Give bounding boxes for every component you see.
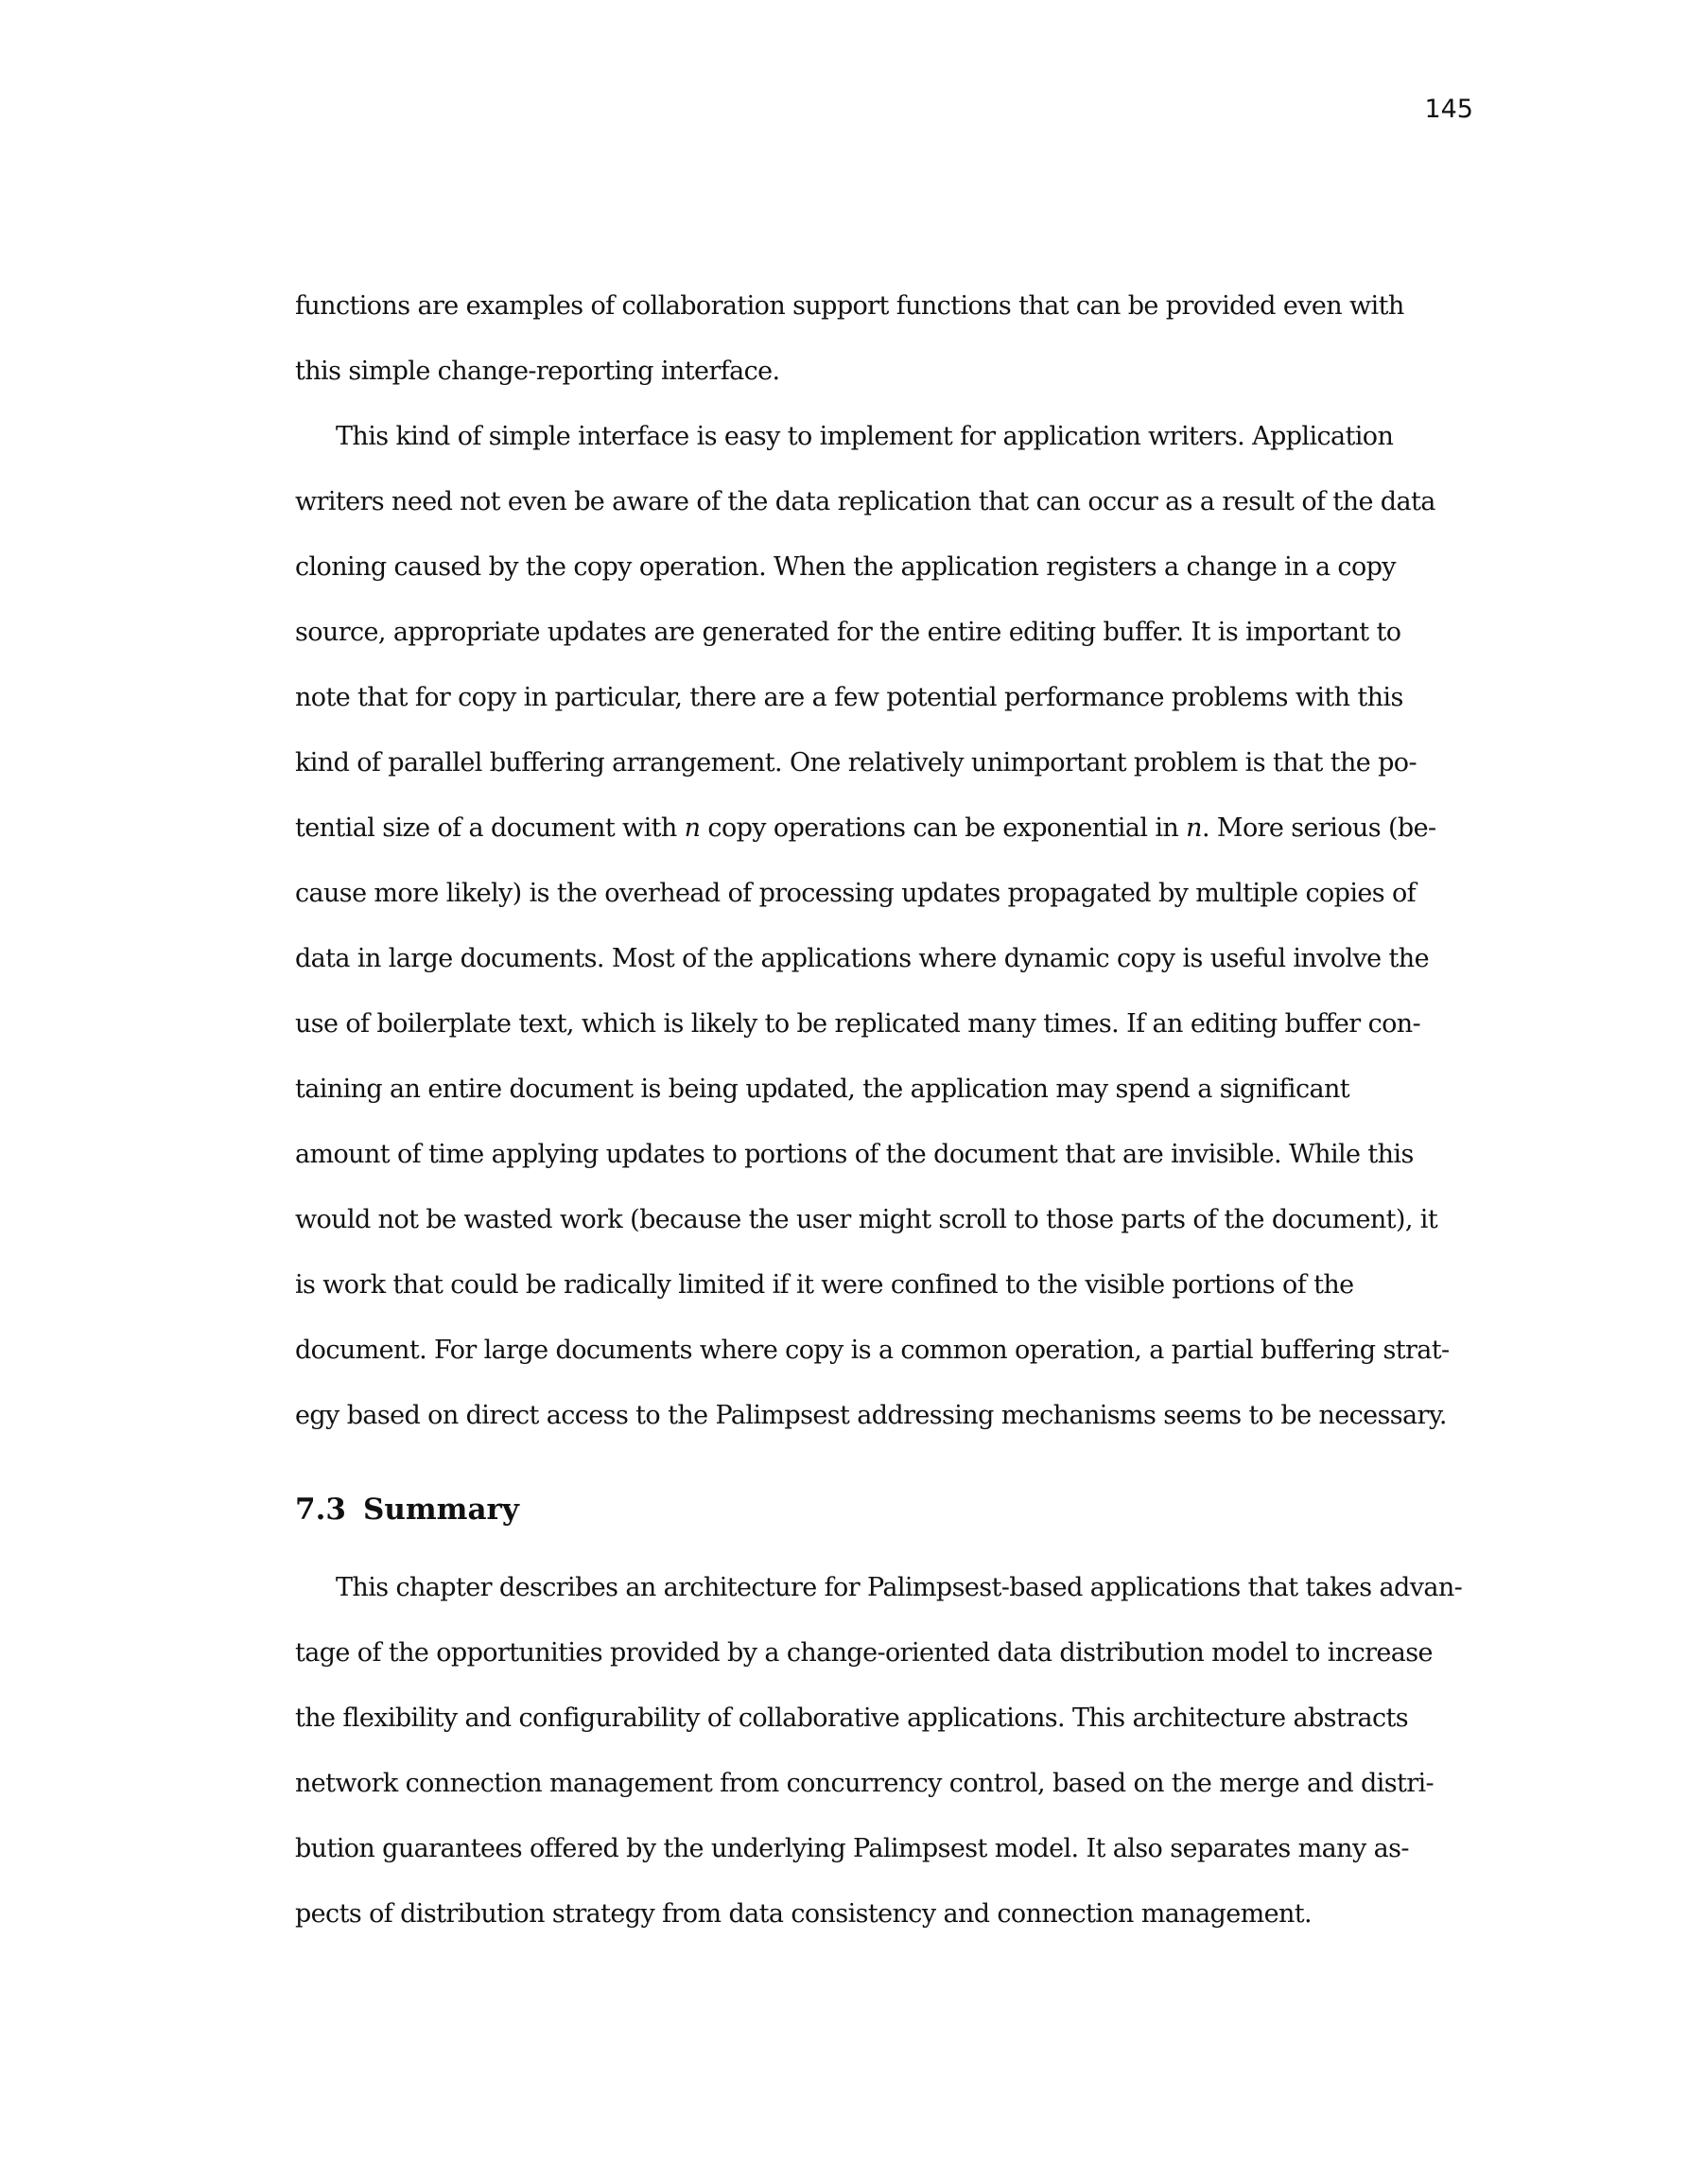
text-line: the flexibility and configurability of collaborative applications. This architecture abstracts (295, 1704, 1408, 1733)
text-line: note that for copy in particular, there are a few potential performance problems with this (295, 683, 1403, 712)
section-title: Summary (362, 1493, 519, 1527)
section-heading (295, 1493, 519, 1527)
text-segment: copy operations can be exponential in (700, 813, 1187, 843)
text-segment: tential size of a document with (295, 813, 685, 843)
text-line: bution guarantees offered by the underlying Palimpsest model. It also separates many as- (295, 1834, 1409, 1863)
text-line: taining an entire document is being updated, the application may spend a significant (295, 1075, 1350, 1104)
text-segment: . More serious (be- (1201, 813, 1436, 843)
text-line: tage of the opportunities provided by a change-oriented data distribution model to increase (295, 1638, 1433, 1668)
text-line: cause more likely) is the overhead of processing updates propagated by multiple copies of (295, 879, 1417, 908)
text-line: network connection management from concurrency control, based on the merge and distri- (295, 1769, 1435, 1798)
text-line: functions are examples of collaboration support functions that can be provided even with (295, 291, 1404, 321)
math-variable: n (1186, 813, 1202, 843)
text-line: egy based on direct access to the Palimpsest addressing mechanisms seems to be necessary. (295, 1401, 1447, 1430)
text-line: use of boilerplate text, which is likely to be replicated many times. If an editing buffer con- (295, 1009, 1421, 1039)
text-line: This kind of simple interface is easy to implement for application writers. Application (336, 422, 1394, 451)
text-line: pects of distribution strategy from data consistency and connection management. (295, 1899, 1313, 1929)
text-line: data in large documents. Most of the applications where dynamic copy is useful involve the (295, 944, 1429, 973)
text-line: This chapter describes an architecture for Palimpsest-based applications that takes advan- (336, 1573, 1463, 1602)
text-line: cloning caused by the copy operation. When the application registers a change in a copy (295, 552, 1396, 582)
text-line: amount of time applying updates to portions of the document that are invisible. While this (295, 1140, 1414, 1169)
math-variable: n (684, 813, 701, 843)
text-line: is work that could be radically limited if it were confined to the visible portions of the (295, 1270, 1354, 1300)
text-line: kind of parallel buffering arrangement. One relatively unimportant problem is that the po- (295, 748, 1417, 778)
text-line: would not be wasted work (because the user might scroll to those parts of the document), it (295, 1205, 1438, 1234)
text-line: this simple change-reporting interface. (295, 357, 780, 386)
text-line: document. For large documents where copy is a common operation, a partial buffering strat- (295, 1336, 1450, 1365)
section-number: 7.3 (295, 1493, 346, 1527)
text-line-with-math (295, 813, 1435, 843)
page-number: 145 (1424, 95, 1473, 124)
text-line: writers need not even be aware of the data replication that can occur as a result of the data (295, 487, 1435, 516)
text-line: source, appropriate updates are generated for the entire editing buffer. It is important to (295, 618, 1401, 647)
